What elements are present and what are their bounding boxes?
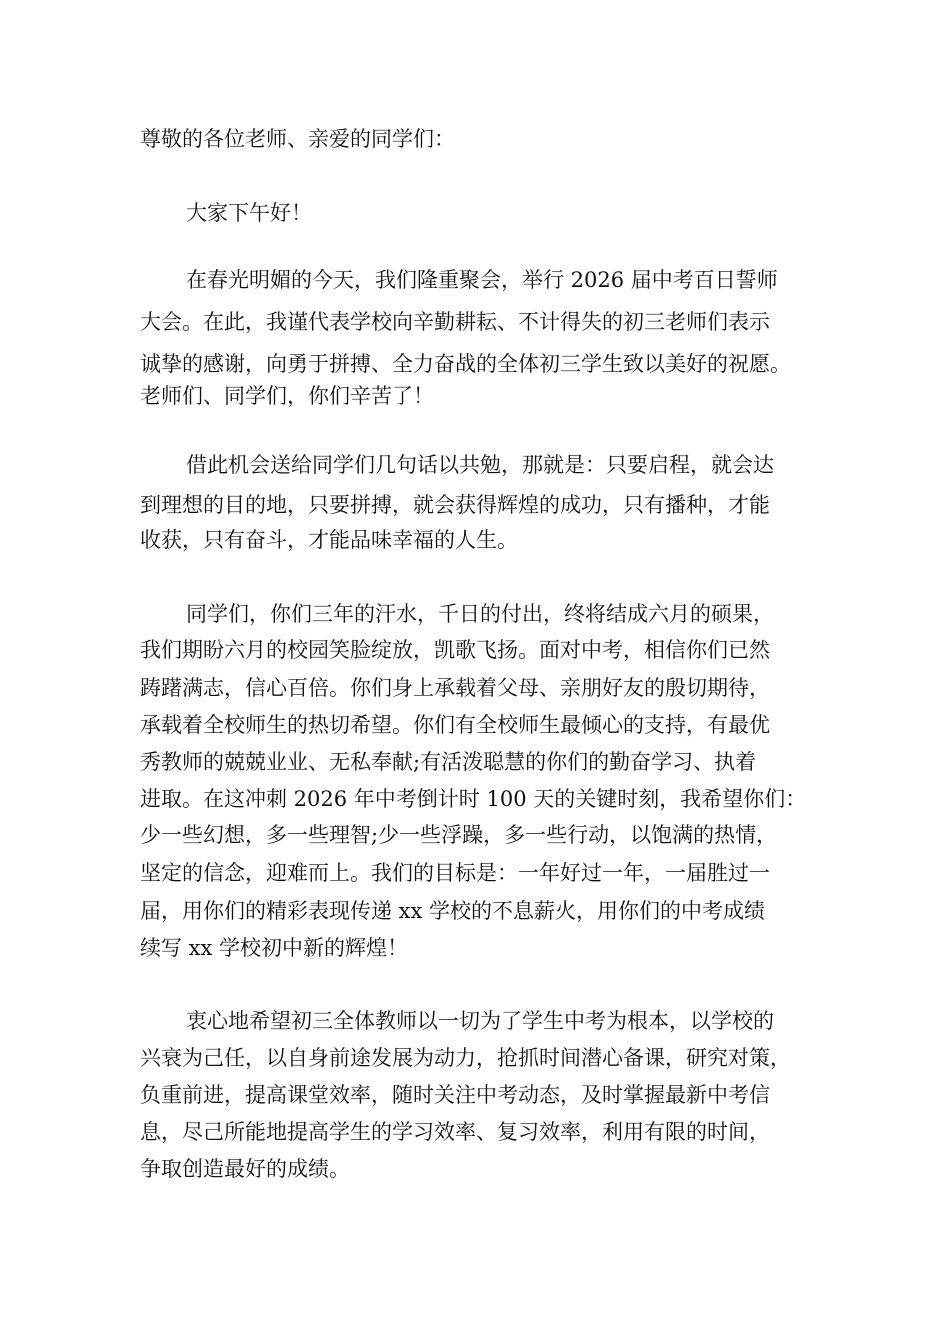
greeting: 大家下午好！ — [186, 201, 312, 225]
paragraph-line: 进取。在这冲刺 2026 年中考倒计时 100 天的关键时刻，我希望你们： — [140, 787, 807, 811]
paragraph-line: 大会。在此，我谨代表学校向辛勤耕耘、不计得失的初三老师们表示 — [140, 310, 770, 334]
paragraph-line: 秀教师的兢兢业业、无私奉献;有活泼聪慧的你们的勤奋学习、执着 — [140, 750, 757, 774]
document-body — [140, 0, 830, 1344]
paragraph-line: 坚定的信念，迎难而上。我们的目标是：一年好过一年，一届胜过一 — [140, 861, 770, 885]
paragraph-line: 少一些幻想，多一些理智;少一些浮躁，多一些行动，以饱满的热情， — [140, 823, 778, 847]
paragraph-line: 息，尽己所能地提高学生的学习效率、复习效率，利用有限的时间， — [140, 1120, 770, 1144]
paragraph-line: 衷心地希望初三全体教师以一切为了学生中考为根本，以学校的 — [186, 1009, 774, 1033]
paragraph-line: 诚挚的感谢，向勇于拼搏、全力奋战的全体初三学生致以美好的祝愿。 — [140, 352, 791, 376]
paragraph-line: 我们期盼六月的校园笑脸绽放，凯歌飞扬。面对中考，相信你们已然 — [140, 638, 770, 662]
paragraph-line: 续写 xx 学校初中新的辉煌！ — [140, 936, 409, 960]
paragraph-line: 负重前进，提高课堂效率，随时关注中考动态，及时掌握最新中考信 — [140, 1083, 770, 1107]
paragraph-line: 老师们、同学们，你们辛苦了！ — [140, 384, 434, 408]
paragraph-line: 借此机会送给同学们几句话以共勉，那就是：只要启程，就会达 — [186, 453, 774, 477]
paragraph-line: 争取创造最好的成绩。 — [140, 1157, 350, 1181]
paragraph-line: 兴衰为己任，以自身前途发展为动力，抢抓时间潜心备课，研究对策， — [140, 1046, 791, 1070]
paragraph-line: 同学们，你们三年的汗水，千日的付出，终将结成六月的硕果， — [186, 602, 774, 626]
salutation: 尊敬的各位老师、亲爱的同学们： — [140, 127, 455, 151]
paragraph-line: 收获，只有奋斗，才能品味幸福的人生。 — [140, 528, 518, 552]
paragraph-line: 踌躇满志，信心百倍。你们身上承载着父母、亲朋好友的殷切期待， — [140, 676, 770, 700]
paragraph-line: 承载着全校师生的热切希望。你们有全校师生最倾心的支持，有最优 — [140, 713, 770, 737]
paragraph-line: 届，用你们的精彩表现传递 xx 学校的不息薪火，用你们的中考成绩 — [140, 899, 766, 923]
paragraph-line: 到理想的目的地，只要拼搏，就会获得辉煌的成功，只有播种，才能 — [140, 493, 770, 517]
paragraph-line: 在春光明媚的今天，我们隆重聚会，举行 2026 届中考百日誓师 — [186, 268, 778, 292]
